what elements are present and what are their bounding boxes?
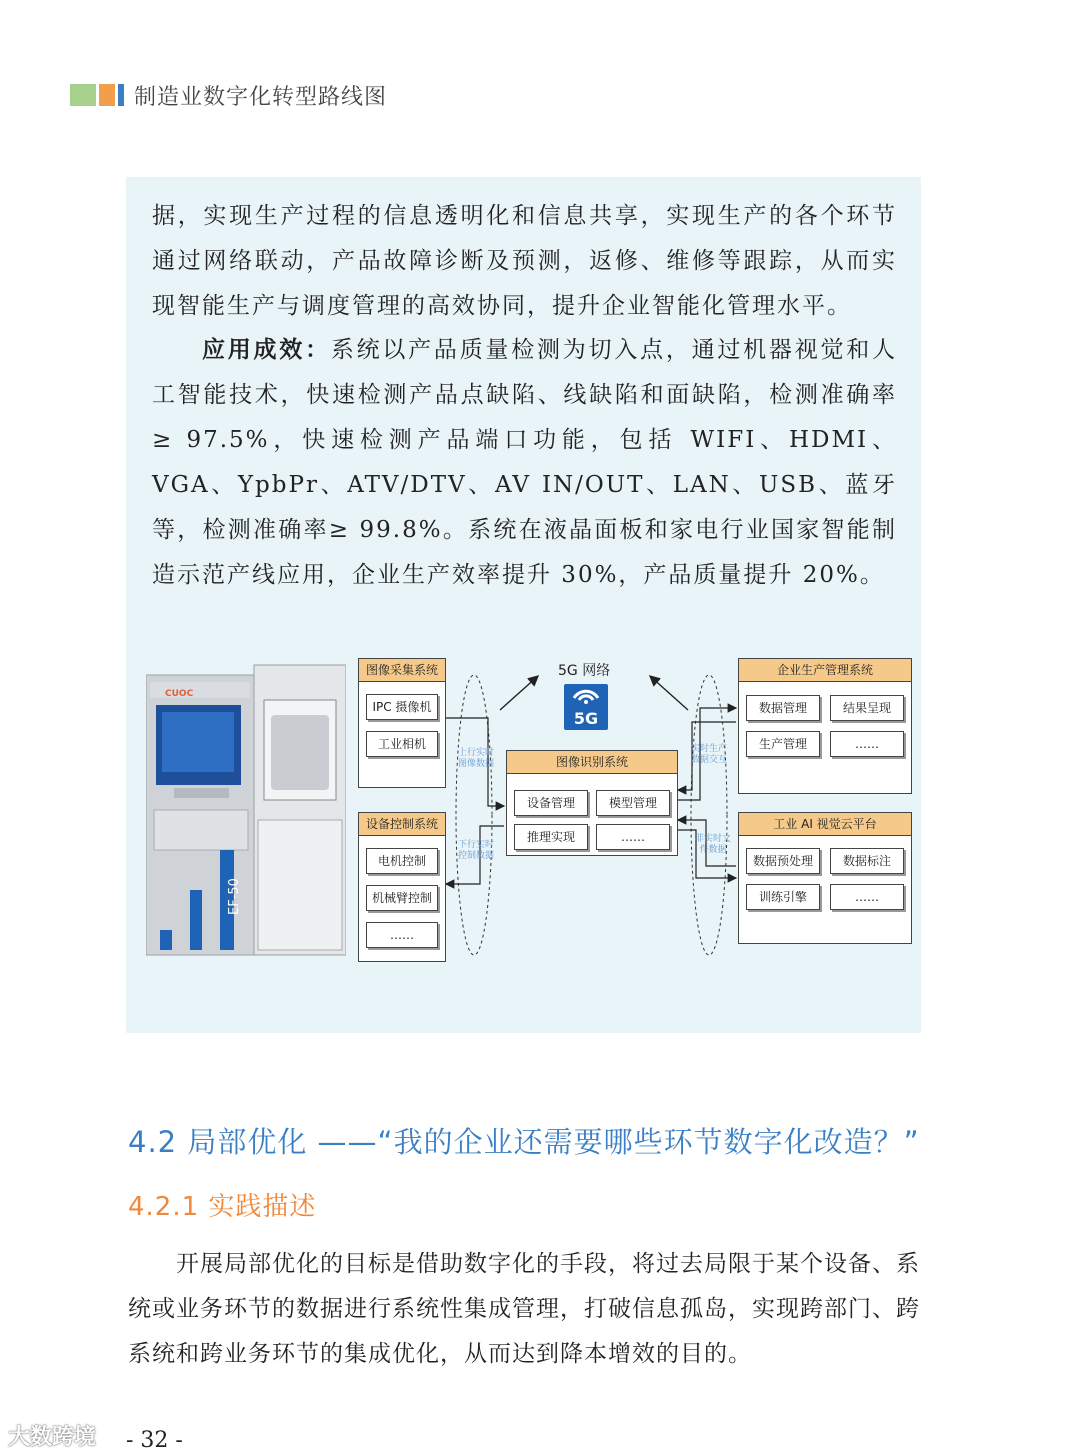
motor-control-item: 电机控制 <box>366 848 438 874</box>
device-mgmt-item: 设备管理 <box>514 790 588 816</box>
page-number: - 32 - <box>126 1428 183 1453</box>
inference-item: 推理实现 <box>514 824 588 850</box>
box-paragraph-2 <box>152 328 897 598</box>
data-preprocess-item: 数据预处理 <box>746 848 820 874</box>
ai-cloud-title: 工业 AI 视觉云平台 <box>739 813 911 836</box>
device-control-title: 设备控制系统 <box>359 813 445 836</box>
downstream-flow-label: 下行实时 控制数据 <box>457 840 494 861</box>
5g-icon-text: 5G <box>573 709 599 728</box>
system-architecture-figure <box>140 650 920 970</box>
enterprise-more-item: …… <box>830 731 904 757</box>
ai-cloud-more-item: …… <box>830 884 904 910</box>
image-capture-title: 图像采集系统 <box>359 659 445 682</box>
blue-bar-icon <box>118 84 124 106</box>
left-bus-ellipse <box>456 675 492 955</box>
enterprise-mgmt-title: 企业生产管理系统 <box>739 659 911 682</box>
figure-connectors <box>140 650 920 970</box>
result-display-item: 结果呈现 <box>830 695 904 721</box>
production-mgmt-item: 生产管理 <box>746 731 820 757</box>
watermark: 大数跨境 <box>8 1425 97 1450</box>
device-control-more-item: …… <box>366 922 438 948</box>
image-recognition-title: 图像识别系统 <box>507 751 677 774</box>
robot-arm-control-item: 机械臂控制 <box>366 885 438 911</box>
network-label: 5G 网络 <box>558 663 611 679</box>
industrial-camera-item: 工业相机 <box>366 731 438 757</box>
section-body-paragraph: 开展局部优化的目标是借助数字化的手段，将过去局限于某个设备、系统或业务环节的数据进行系统性集成管理，打破信息孤岛，实现跨部门、跨系统和跨业务环节的集成优化，从而达到降本增效的目的。 <box>128 1251 920 1367</box>
effect-text: 系统以产品质量检测为切入点，通过机器视觉和人工智能技术，快速检测产品点缺陷、线缺陷和面缺陷，检测准确率≥ 97.5%，快速检测产品端口功能，包括 WIFI、HDMI、VGA、YpbPr、ATV/DTV、AV IN/OUT、LAN、USB、蓝牙等，检测准确率≥ 99.8%。系统在液晶面板和家电行业国家智能制造示范产线应用，企业生产效率提升 30%，产品质量提升 20%。 <box>152 337 898 588</box>
header-title: 制造业数字化转型路线图 <box>134 84 388 110</box>
effect-label: 应用成效： <box>202 337 331 363</box>
orange-block-icon <box>99 84 115 106</box>
data-mgmt-item: 数据管理 <box>746 695 820 721</box>
training-engine-item: 训练引擎 <box>746 884 820 910</box>
section-heading-4-2: 4.2 局部优化 ——“我的企业还需要哪些环节数字化改造？” <box>128 1125 920 1159</box>
running-header <box>70 82 387 108</box>
nonrealtime-flow-label: 非实时文 件数据 <box>694 834 731 855</box>
machine-brand: CUOC <box>165 689 194 699</box>
box-paragraph-1: 据，实现生产过程的信息透明化和信息共享，实现生产的各个环节通过网络联动，产品故障诊断及预测，返修、维修等跟踪，从而实现智能生产与调度管理的高效协同，提升企业智能化管理水平。 <box>152 203 897 319</box>
green-block-icon <box>70 84 96 106</box>
recognition-more-item: …… <box>596 824 670 850</box>
realtime-exchange-label: 实时生产 数据交互 <box>690 744 727 765</box>
upstream-flow-label: 上行实时 图像数据 <box>457 748 494 769</box>
machine-model: EF-50 <box>227 878 242 915</box>
right-bus-ellipse <box>691 675 727 955</box>
data-annotation-item: 数据标注 <box>830 848 904 874</box>
ipc-camera-item: IPC 摄像机 <box>366 694 438 720</box>
model-mgmt-item: 模型管理 <box>596 790 670 816</box>
section-heading-4-2-1: 4.2.1 实践描述 <box>128 1192 317 1222</box>
